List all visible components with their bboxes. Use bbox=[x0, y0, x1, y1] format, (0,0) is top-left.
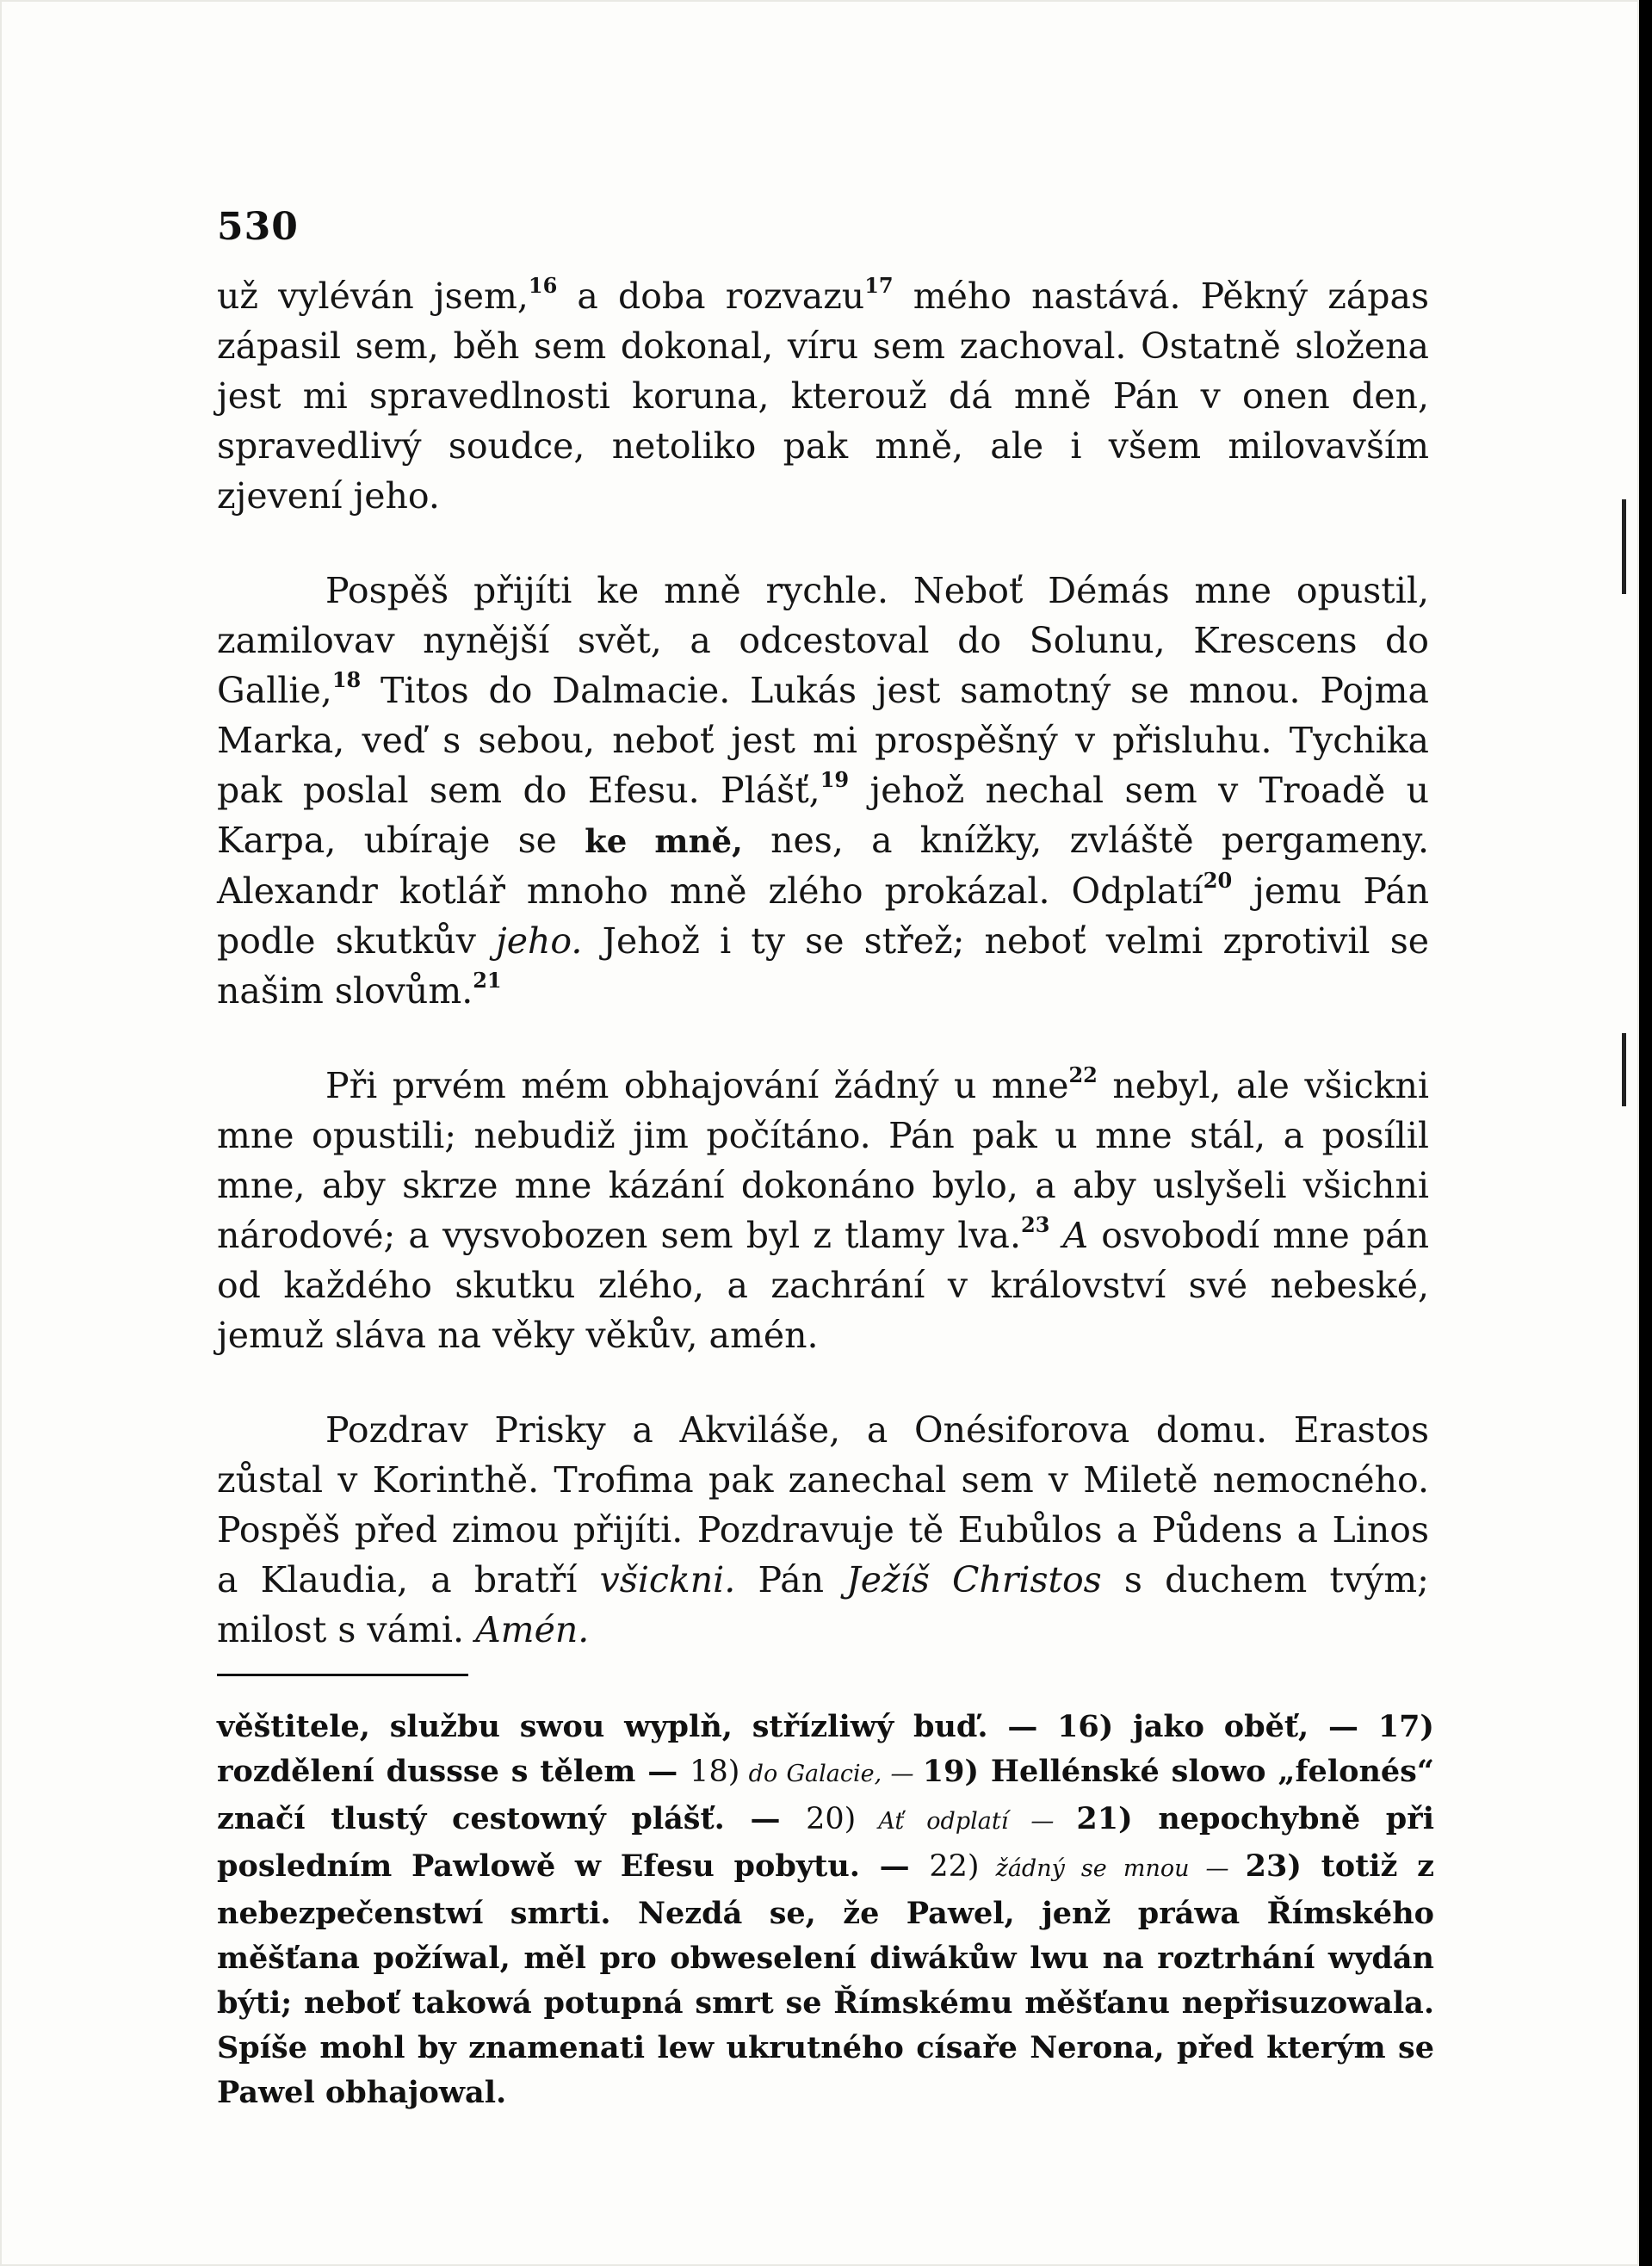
page-number: 530 bbox=[217, 205, 299, 249]
italic-insert: jeho. bbox=[496, 920, 583, 962]
fraktur-insert: ke mně, bbox=[585, 822, 743, 860]
paragraph-2: Pospěš přijíti ke mně rychle. Neboť Démás mne opustil, zamilovav nynější svět, a odcestoval do Solunu, Krescens do Gallie,$^{18}$ Titos do Dalmacie. Lukás jest samotný se mnou. Pojma Marka, veď s sebou, neboť jest mi prospěšný v přisluhu. Tychika pak poslal sem do Efesu. Plášť,$^{19}$ jehož nechal sem v Troadě u Karpa, ubíraje se ke mně, nes, a knížky, zvláště pergameny. Alexandr kotlář mnoho mně zlého prokázal. Odplatí$^{20}$ jemu Pán podle skutkův jeho. Jehož i ty se střež; neboť velmi zprotivil se našim slovům.$^{21}$ bbox=[217, 570, 1430, 1012]
italic-insert: všickni. bbox=[599, 1559, 736, 1600]
paragraph-3: Při prvém mém obhajování žádný u mne$^{22}$ nebyl, ale všickni mne opustili; nebudiž jim počítáno. Pán pak u mne stál, a posílil mne, aby skrze mne kázání dokonáno bylo, a aby uslyšeli všichni národové; a vysvobozen sem byl z tlamy lva.$^{23}$ A osvobodí mne pán od každého skutku zlého, a zachrání v království své nebeské, jemuž sláva na věky věkův, amén. bbox=[217, 1062, 1429, 1356]
footnote-ref: 22 bbox=[1068, 1062, 1098, 1087]
footnote-ref: 16 bbox=[528, 273, 558, 298]
footnote-ref: 19 bbox=[820, 767, 850, 792]
scan-edge-mark bbox=[1622, 1033, 1626, 1106]
italic-insert: Ježíš Christos bbox=[846, 1559, 1102, 1600]
italic-insert: Amén. bbox=[475, 1609, 590, 1650]
footnote-ref: 23 bbox=[1021, 1212, 1050, 1237]
footnotes: věštitele, službu swou wyplň, střízliwý buď. — 16) jako oběť, — 17) rozdělení dussse s tělem — 18) do Galacie, — 19) Hellénské slowo „felonés“ značí tlustý cestowný plášť. — 20) Ať odplatí — 21) nepochybně při posledním Pawlowě w Efesu pobytu. — 22) žádný se mnou — 23) totiž z nebezpečenstwí smrti. Nezdá se, že Pawel, jenž práwa Římského měšťana požíwal, měl pro obweselení diwákůw lwu na roztrhání wydán býti; neboť takowá potupná smrt se Římskému měšťanu nepřisuzowala. Spíše mohl by znamenati lew ukrutného císaře Nerona, před kterým se Pawel obhajowal. bbox=[217, 1709, 1435, 2110]
footnote-ref: 17 bbox=[864, 273, 894, 298]
footnote-ref: 21 bbox=[473, 968, 502, 993]
footnote-ref: 20 bbox=[1203, 868, 1233, 893]
footnote-ref: 18 bbox=[331, 667, 362, 692]
main-text bbox=[217, 271, 1429, 1655]
scan-edge-mark bbox=[1622, 499, 1626, 594]
paragraph-1: už vyléván jsem,$^{16}$ a doba rozvazu$^{17}$ mého nastává. Pěkný zápas zápasil sem, běh sem dokonal, víru sem zachoval. Ostatně složena jest mi spravedlnosti koruna, kterouž dá mně Pán v onen den, spravedlivý soudce, netoliko pak mně, ale i všem milovavším zjevení jeho. bbox=[217, 273, 1429, 517]
italic-insert: A bbox=[1049, 1215, 1089, 1256]
footnote-divider bbox=[217, 1674, 468, 1676]
paragraph-4: Pozdrav Prisky a Akviláše, a Onésiforova domu. Erastos zůstal v Korinthě. Trofima pak zanechal sem v Miletě nemocného. Pospěš před zimou přijíti. Pozdravuje tě Eubůlos a Půdens a Linos a Klaudia, a bratří všickni. Pán Ježíš Christos s duchem tvým; milost s vámi. Amén. bbox=[217, 1409, 1429, 1650]
